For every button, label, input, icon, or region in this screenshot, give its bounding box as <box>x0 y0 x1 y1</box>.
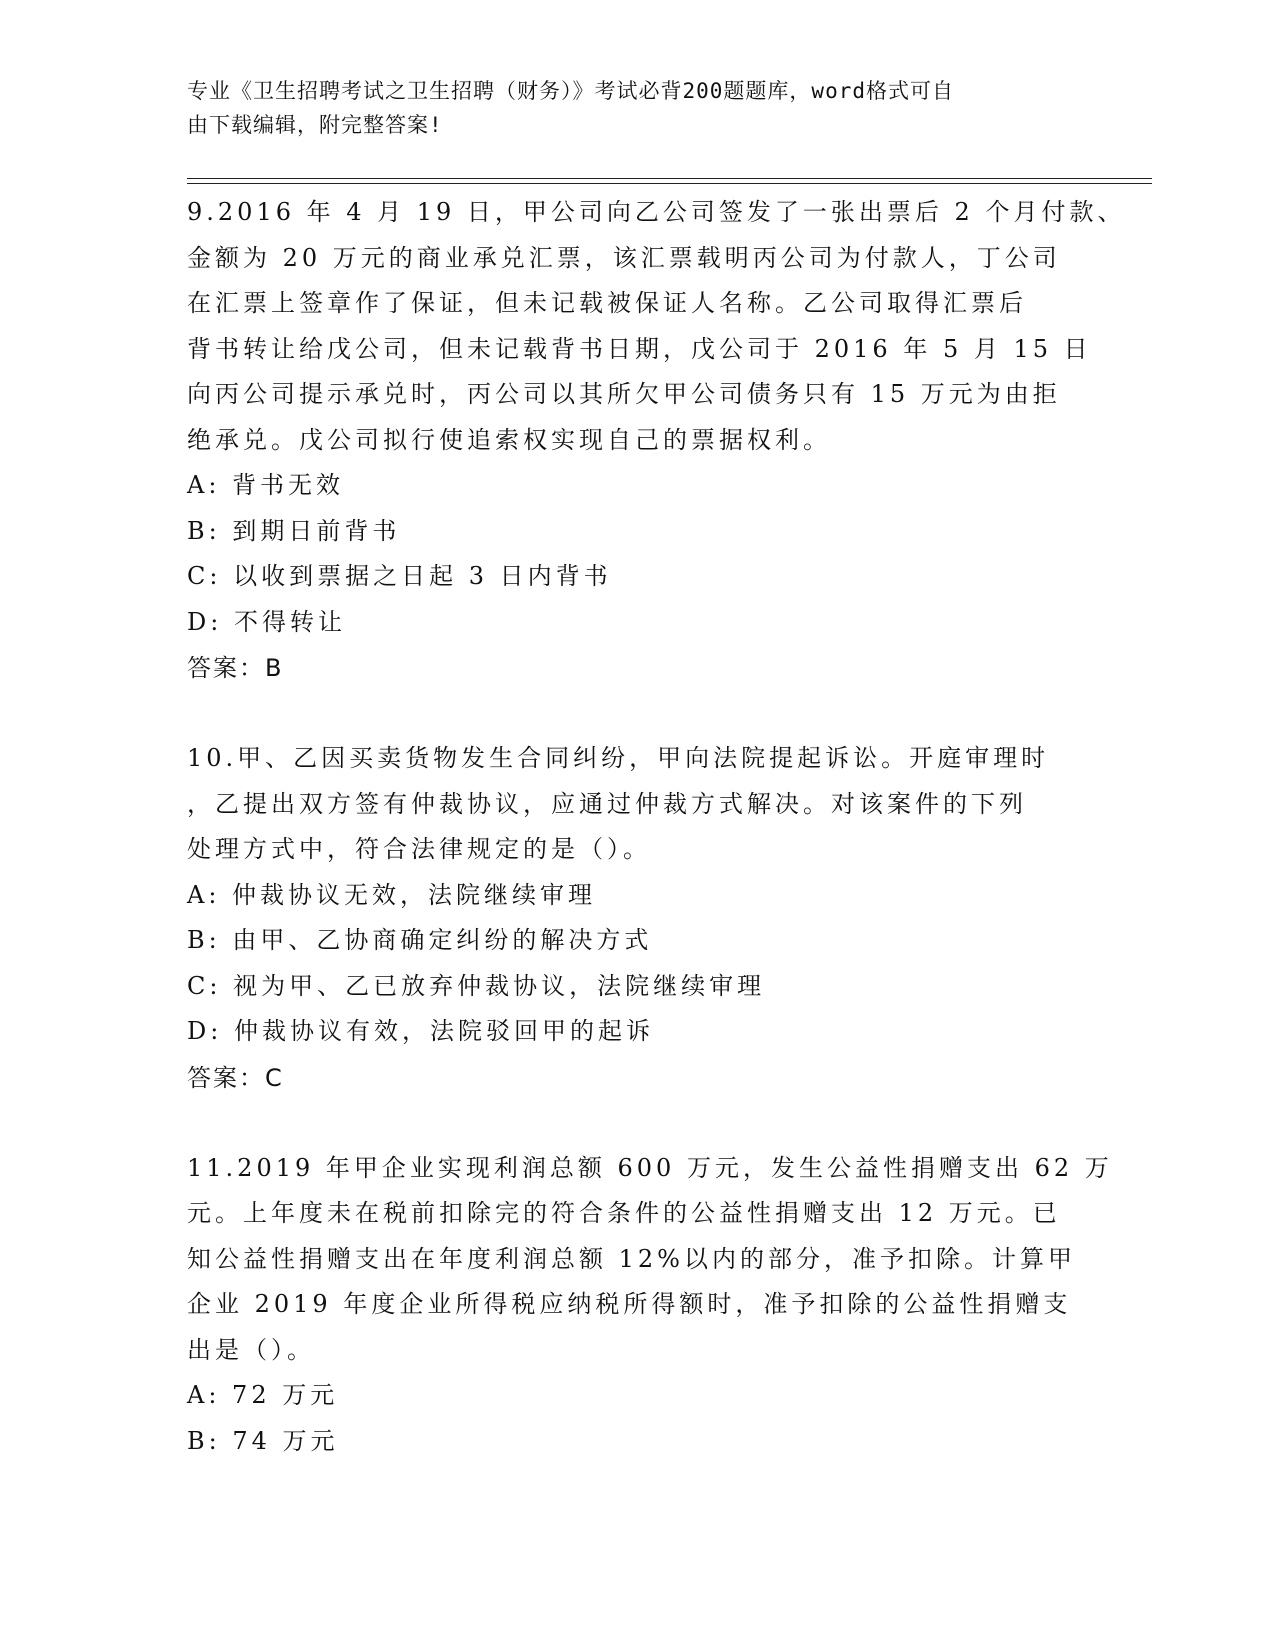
question-text-line: 出是（）。 <box>187 1335 315 1364</box>
option-a: A: 72 万元 <box>187 1381 339 1409</box>
question-text-line: 元。上年度未在税前扣除完的符合条件的公益性捐赠支出 12 万元。已 <box>187 1199 1061 1227</box>
questions-list <box>187 190 1126 1464</box>
option-b: B: 74 万元 <box>187 1426 339 1455</box>
question-text-line: 在汇票上签章作了保证，但未记载被保证人名称。乙公司取得汇票后 <box>187 289 1027 317</box>
question-9 <box>187 190 1126 691</box>
option-d: D: 不得转让 <box>187 607 346 636</box>
question-text-line: 11.2019 年甲企业实现利润总额 600 万元，发生公益性捐赠支出 62 万 <box>187 1153 1113 1182</box>
question-text-line: ，乙提出双方签有仲裁协议，应通过仲裁方式解决。对该案件的下列 <box>187 789 1027 818</box>
question-text-line: 知公益性捐赠支出在年度利润总额 12%以内的部分，准予扣除。计算甲 <box>187 1244 1076 1273</box>
question-spacer <box>187 1101 1087 1146</box>
option-b: B: 到期日前背书 <box>187 516 401 545</box>
header-divider-bottom <box>187 183 1152 184</box>
option-c: C: 以收到票据之日起 3 日内背书 <box>187 562 612 590</box>
option-a: A: 背书无效 <box>187 471 345 499</box>
question-11 <box>187 1146 1113 1465</box>
option-b: B: 由甲、乙协商确定纠纷的解决方式 <box>187 926 653 954</box>
question-text-line: 9.2016 年 4 月 19 日，甲公司向乙公司签发了一张出票后 2 个月付款、 <box>187 198 1126 226</box>
option-a: A: 仲裁协议无效，法院继续审理 <box>187 880 597 909</box>
header-line-2: 由下载编辑，附完整答案! <box>187 113 443 137</box>
question-text-line: 背书转让给戊公司，但未记载背书日期，戊公司于 2016 年 5 月 15 日 <box>187 334 1092 363</box>
question-spacer <box>187 691 1087 736</box>
question-text-line: 企业 2019 年度企业所得税应纳税所得额时，准予扣除的公益性捐赠支 <box>187 1290 1072 1318</box>
question-text-line: 绝承兑。戊公司拟行使追索权实现自己的票据权利。 <box>187 425 831 454</box>
answer-label: 答案：C <box>187 1063 284 1092</box>
header-line-1: 专业《卫生招聘考试之卫生招聘（财务）》考试必背200题题库，word格式可自 <box>187 79 954 103</box>
answer-label: 答案：B <box>187 654 284 682</box>
document-header <box>187 74 1067 142</box>
question-text-line: 向丙公司提示承兑时，丙公司以其所欠甲公司债务只有 15 万元为由拒 <box>187 380 1061 408</box>
header-divider-top <box>187 178 1152 179</box>
option-c: C: 视为甲、乙已放弃仲裁协议，法院继续审理 <box>187 971 766 1000</box>
question-text-line: 金额为 20 万元的商业承兑汇票，该汇票载明丙公司为付款人，丁公司 <box>187 243 1061 272</box>
option-d: D: 仲裁协议有效，法院驳回甲的起诉 <box>187 1017 654 1045</box>
question-text-line: 10.甲、乙因买卖货物发生合同纠纷，甲向法院提起诉讼。开庭审理时 <box>187 744 1050 772</box>
question-10 <box>187 736 1087 1101</box>
question-text-line: 处理方式中，符合法律规定的是（）。 <box>187 835 651 863</box>
